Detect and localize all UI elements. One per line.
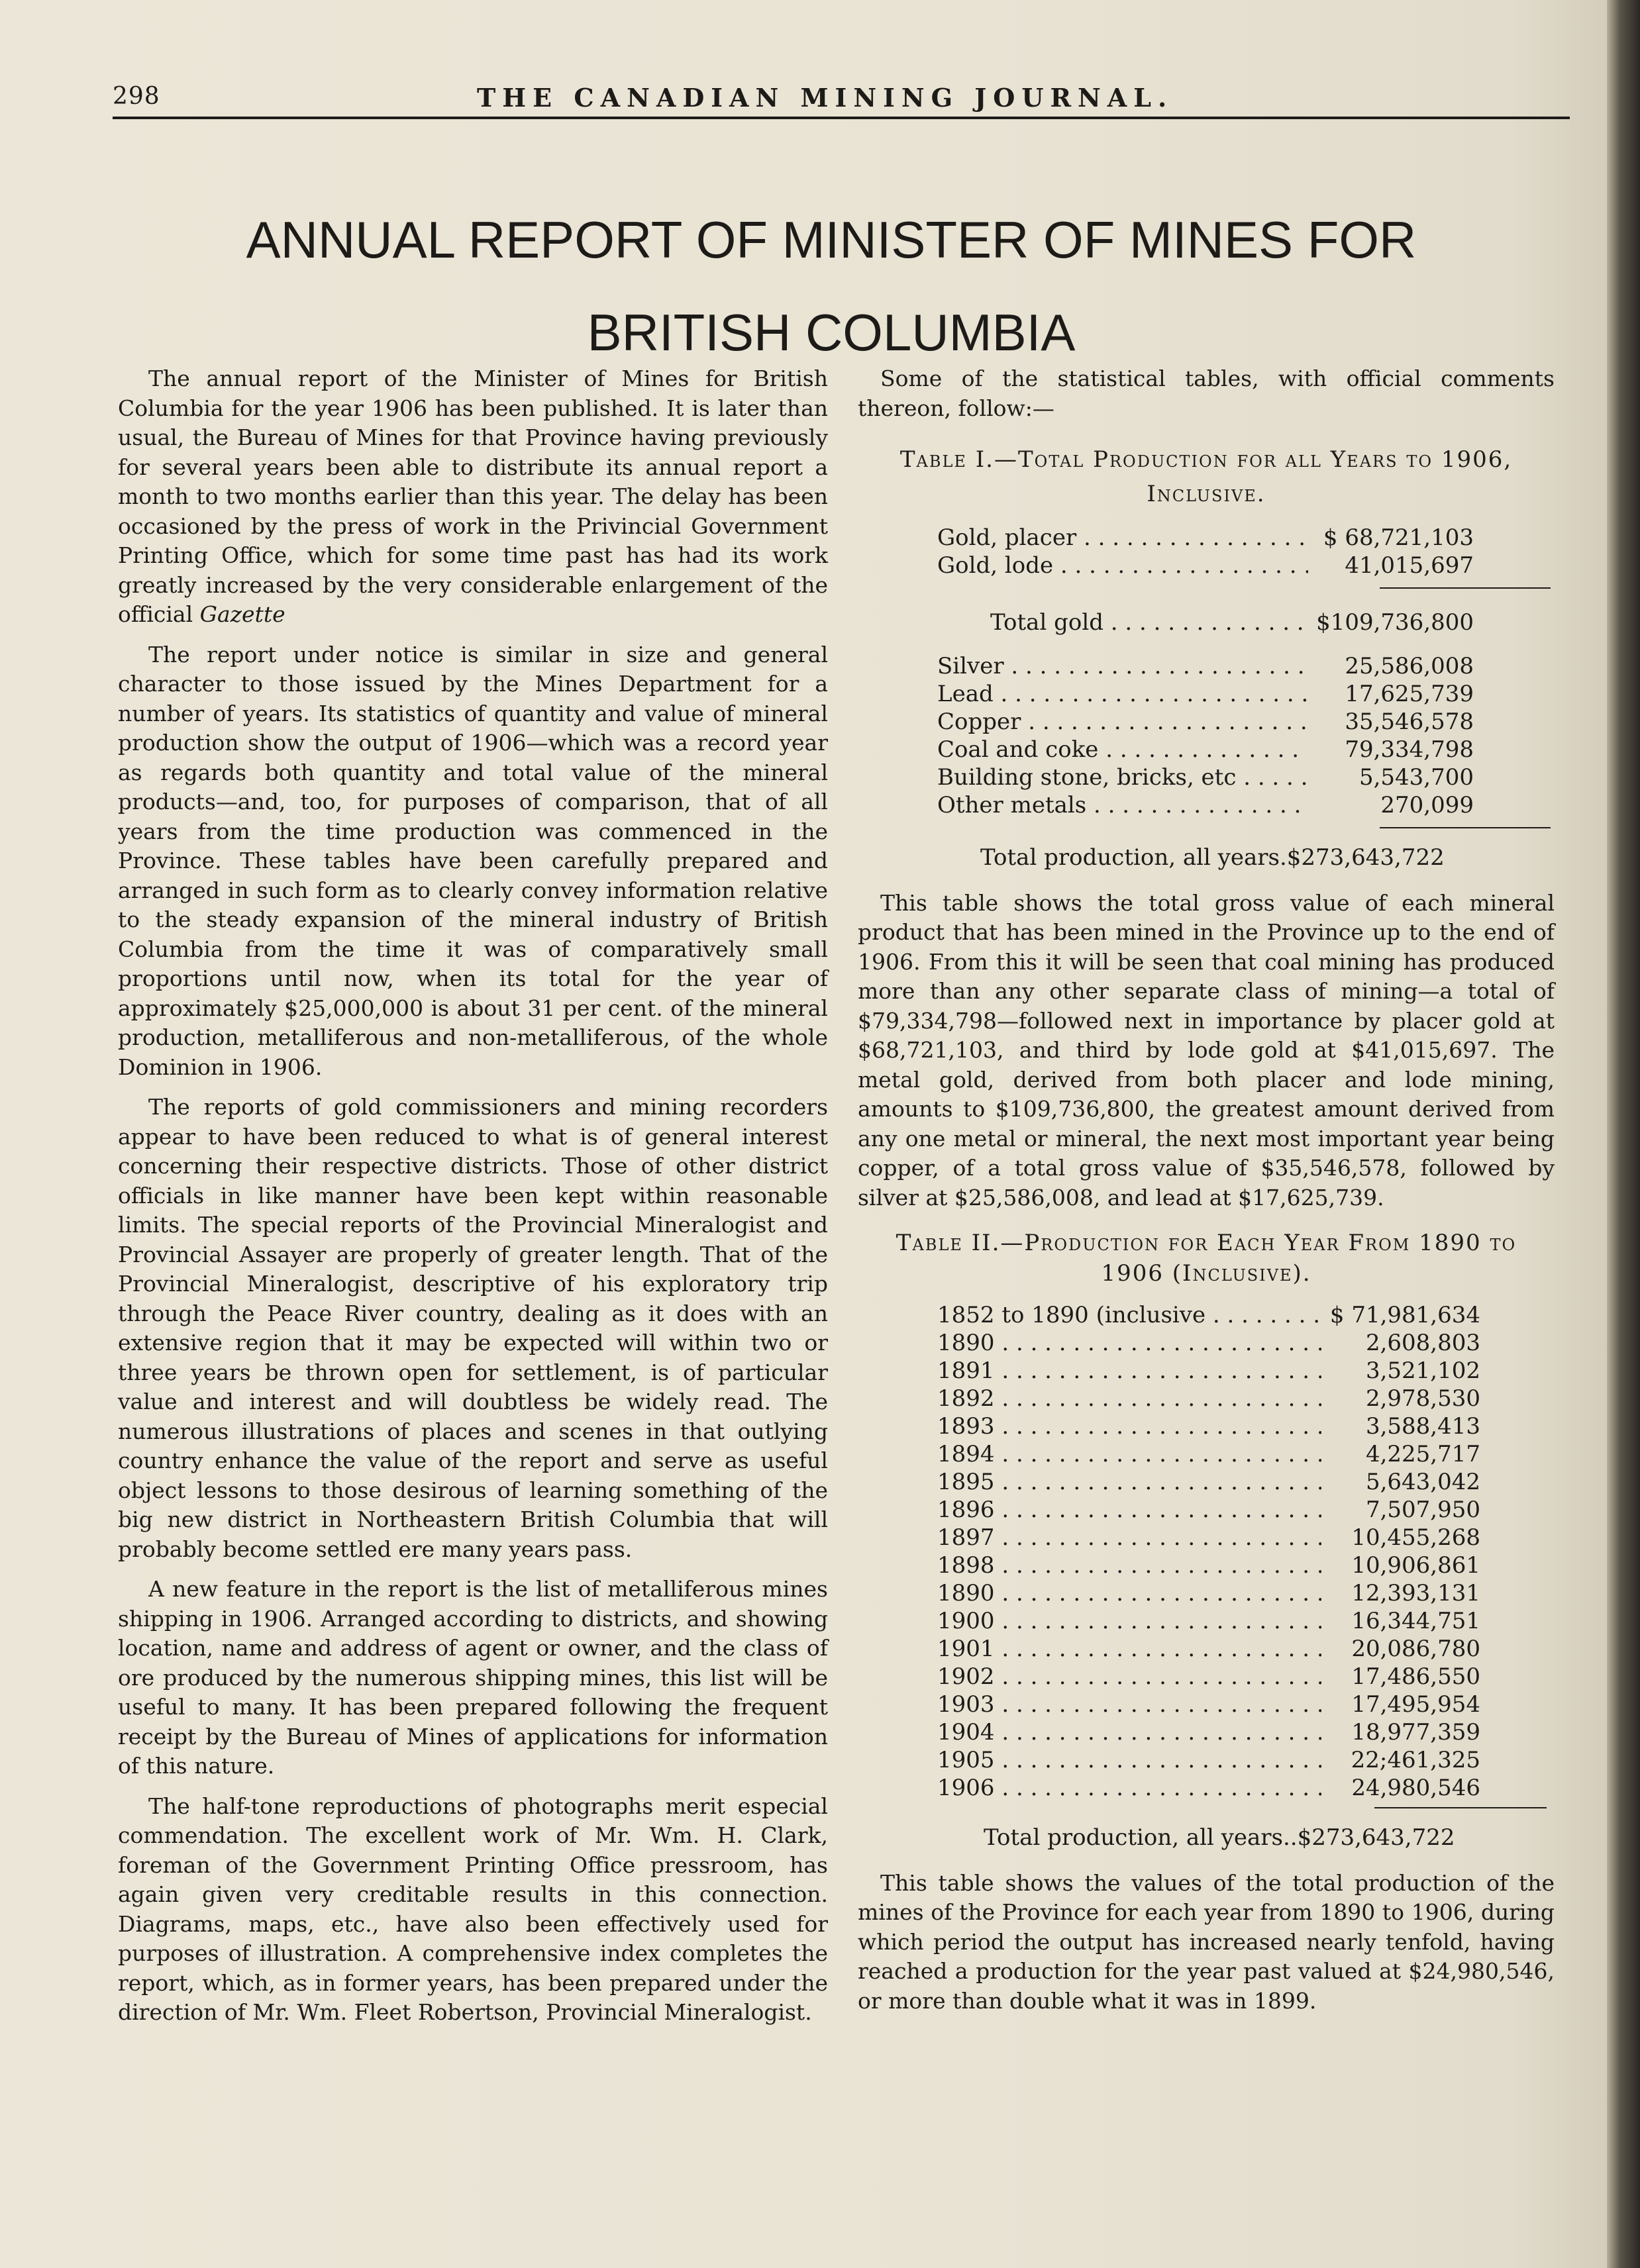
article-title [113,193,1550,379]
row-value: 2,978,530 [1365,1385,1480,1412]
row-value: 5,543,700 [1358,764,1474,791]
table-row [937,1691,1480,1718]
paragraph-1 [118,364,828,630]
row-year: 1890 . . . [937,1329,1321,1357]
title-line-2: BRITISH COLUMBIA [587,303,1076,362]
table-2-year-rows [937,1329,1480,1802]
row-year: 1893 . . . [937,1412,1321,1440]
row-value: $109,736,800 [1316,609,1474,636]
row-value: 12,393,131 [1351,1580,1480,1606]
row-value: 7,507,950 [1365,1497,1480,1523]
title-line-1: ANNUAL REPORT OF MINISTER OF MINES FOR [246,211,1417,270]
total-rule [1380,827,1551,828]
paragraph-5: The half-tone reproductions of photographs merit especial commendation. The excellent work of Mr. Wm. H. Clark, foreman of the Government Printing Office pressroom, has again given very creditable results in this connection. Diagrams, maps, etc., have also been effectively used for purposes of illustration. A comprehensive index completes the report, which, as in former years, has been prepared under the direction of Mr. Wm. Fleet Robertson, Provincial Mineralogist. [118,1793,828,2025]
row-value: 3,521,102 [1365,1357,1480,1384]
table-row [937,1301,1480,1329]
table-1-comment: This table shows the total gross value of each mineral product that has been mined in the Province up to the end of 1906. From this it will be seen that coal mining has produced more than any other separate class of mining—a total of $79,334,798—followed next in importance by placer gold at $68,721,103, and third by lode gold at $41,015,697. The metal gold, derived from both placer and lode mining, amounts to $109,736,800, the greatest amount derived from any one metal or mineral, the next most important year being copper, of a total gross value of $35,546,578, followed by silver at $25,586,008, and lead at $17,625,739. [858,889,1555,1210]
book-gutter [1607,0,1640,2268]
table-row [937,1468,1480,1496]
table-2-comment: This table shows the values of the total production of the mines of the Province for each year from 1890 to 1906, during which period the output has increased nearly tenfold, having reached a production for the year past valued at $24,980,546, or more than double what it was in 1899. [858,1869,1555,2014]
row-value: $ 71,981,634 [1329,1302,1480,1328]
row-year: 1892 . . . [937,1385,1321,1412]
table-2-title-line-1: Table II.—Production for Each Year From 1890 to [896,1230,1517,1256]
table-1-total: Total production, all years.$273,643,722 [980,844,1445,871]
row-value: 270,099 [1380,792,1474,818]
row-value: 17,625,739 [1345,681,1474,707]
journal-name: THE CANADIAN MINING JOURNAL. [477,83,1174,113]
row-label: Building stone, bricks, etc . . . [937,764,1308,791]
row-value: 17,486,550 [1351,1663,1480,1690]
row-value: 79,334,798 [1345,736,1474,763]
right-column [858,364,1555,2029]
row-year: 1906 . . . [937,1774,1321,1802]
row-value: 16,344,751 [1351,1608,1480,1634]
row-value: 18,977,359 [1351,1719,1480,1746]
page-number: 298 [113,83,160,110]
row-label: Lead . . . [937,680,1308,708]
row-label: Gold, lode . . . [937,552,1308,579]
gazette-italic: Gazette [199,601,285,627]
total-rule [1374,1807,1547,1808]
table-2-title [858,1228,1555,1289]
table-1 [937,524,1474,828]
row-year: 1902 . . . [937,1663,1321,1691]
table-2-total: Total production, all years..$273,643,722 [984,1824,1455,1851]
tables-intro: Some of the statistical tables, with official comments thereon, follow:— [858,366,1555,421]
table-row [937,1496,1480,1524]
row-year: 1898 . . . [937,1552,1321,1579]
row-year: 1890 . . . [937,1579,1321,1607]
table-row [937,1524,1480,1552]
row-year: 1895 . . . [937,1468,1321,1496]
row-year: 1905 . . . [937,1746,1321,1774]
table-2-title-line-2: 1906 (Inclusive). [1101,1260,1311,1287]
row-value: 17,495,954 [1351,1691,1480,1718]
row-value: 5,643,042 [1365,1469,1480,1495]
row-value: 10,455,268 [1351,1524,1480,1551]
table-row [937,708,1474,736]
table-row [937,680,1474,708]
row-label: 1852 to 1890 (inclusive . . . [937,1301,1321,1329]
table-row [937,1774,1480,1802]
paragraph-3: The reports of gold commissioners and mining recorders appear to have been reduced to what is of general interest concerning their respective districts. Those of other district officials in like manner have been kept within reasonable limits. The special reports of the Provincial Mineralogist and Provincial Assayer are properly of greater length. That of the Provincial Mineralogist, descriptive of his exploratory trip through the Peace River country, dealing as it does with an extensive region that it may be expected will within two or three years be thrown open for settlement, is of particular value and interest and will doubtless be widely read. The numerous illustrations of places and scenes in that outlying country enhance the value of the report and serve as useful object lessons to those desirous of learning something of the big new district in Northeastern British Columbia that will probably become settled ere many years pass. [118,1094,828,1562]
row-label: Other metals . . . [937,791,1308,819]
row-year: 1903 . . . [937,1691,1321,1718]
table-row [937,736,1474,764]
row-label: Copper . . . [937,708,1308,736]
table-2 [937,1301,1480,1808]
left-column [118,364,828,2038]
table-row [937,764,1474,791]
row-year: 1896 . . . [937,1496,1321,1524]
table-row [937,1440,1480,1468]
row-label: Gold, placer . . . [937,524,1308,552]
row-value: 25,586,008 [1345,653,1474,679]
row-year: 1897 . . . [937,1524,1321,1552]
table-row [937,1579,1480,1607]
table-row [937,1552,1480,1579]
table-row [937,1412,1480,1440]
row-label: Silver . . . [937,652,1308,680]
table-row [937,1607,1480,1635]
row-year: 1900 . . . [937,1607,1321,1635]
table-row [937,1663,1480,1691]
paragraph-2: The report under notice is similar in size and general character to those issued by the Mines Department for a number of years. Its statistics of quantity and value of mineral production show the output of 1906—which was a record year as regards both quantity and total value of the mineral products—and, too, for purposes of comparison, that of all years from the time production was commenced in the Province. These tables have been carefully prepared and arranged in such form as to clearly convey information relative to the steady expansion of the mineral industry of British Columbia from the time it was of comparatively small proportions until now, when its total for the year of approximately $25,000,000 is about 31 per cent. of the mineral production, metalliferous and non-metalliferous, of the whole Dominion in 1906. [118,641,828,1080]
table-1-title [858,443,1555,512]
table-1-title-line-1: Table I.—Total Production for all Years to 1906, [899,446,1513,473]
row-year: 1891 . . . [937,1357,1321,1385]
table-row [937,652,1474,680]
table-row [937,524,1474,552]
row-value: 10,906,861 [1351,1552,1480,1579]
row-value: 2,608,803 [1365,1330,1480,1356]
table-row [937,1718,1480,1746]
paragraph-4: A new feature in the report is the list of metalliferous mines shipping in 1906. Arranged according to districts, and showing location, name and address of agent or owner, and the class of ore produced by the numerous shipping mines, this list will be useful to many. It has been prepared following the frequent receipt by the Bureau of Mines of applications for information of this nature. [118,1576,828,1779]
row-value: 20,086,780 [1351,1636,1480,1662]
row-value: 22;461,325 [1351,1747,1480,1773]
table-1-title-line-2: Inclusive. [1147,481,1266,507]
table-row [937,1635,1480,1663]
subtotal-rule [1380,587,1551,589]
row-label: Coal and coke . . . [937,736,1308,764]
row-year: 1901 . . . [937,1635,1321,1663]
table-row [937,791,1474,819]
table-row [937,1329,1480,1357]
row-value: $ 68,721,103 [1323,524,1474,551]
row-value: 4,225,717 [1365,1441,1480,1467]
table-row [937,1385,1480,1412]
table-row [937,1746,1480,1774]
row-year: 1894 . . . [937,1440,1321,1468]
row-value: 24,980,546 [1351,1775,1480,1801]
row-label: Total gold . . . [937,609,1308,636]
row-value: 3,588,413 [1365,1413,1480,1440]
table-row [937,552,1474,579]
row-year: 1904 . . . [937,1718,1321,1746]
header-rule [113,117,1570,119]
table-row [937,1357,1480,1385]
paragraph-1-text: The annual report of the Minister of Mines for British Columbia for the year 1906 has been published. It is later than usual, the Bureau of Mines for that Province having previously for several years been able to distribute its annual report a month to two months earlier than this year. The delay has been occasioned by the press of work in the Privincial Government Printing Office, which for some time past has had its work greatly increased by the very considerable enlargement of the official [118,366,828,627]
row-value: 41,015,697 [1345,552,1474,579]
row-value: 35,546,578 [1345,709,1474,735]
total-gold-row [937,609,1474,636]
